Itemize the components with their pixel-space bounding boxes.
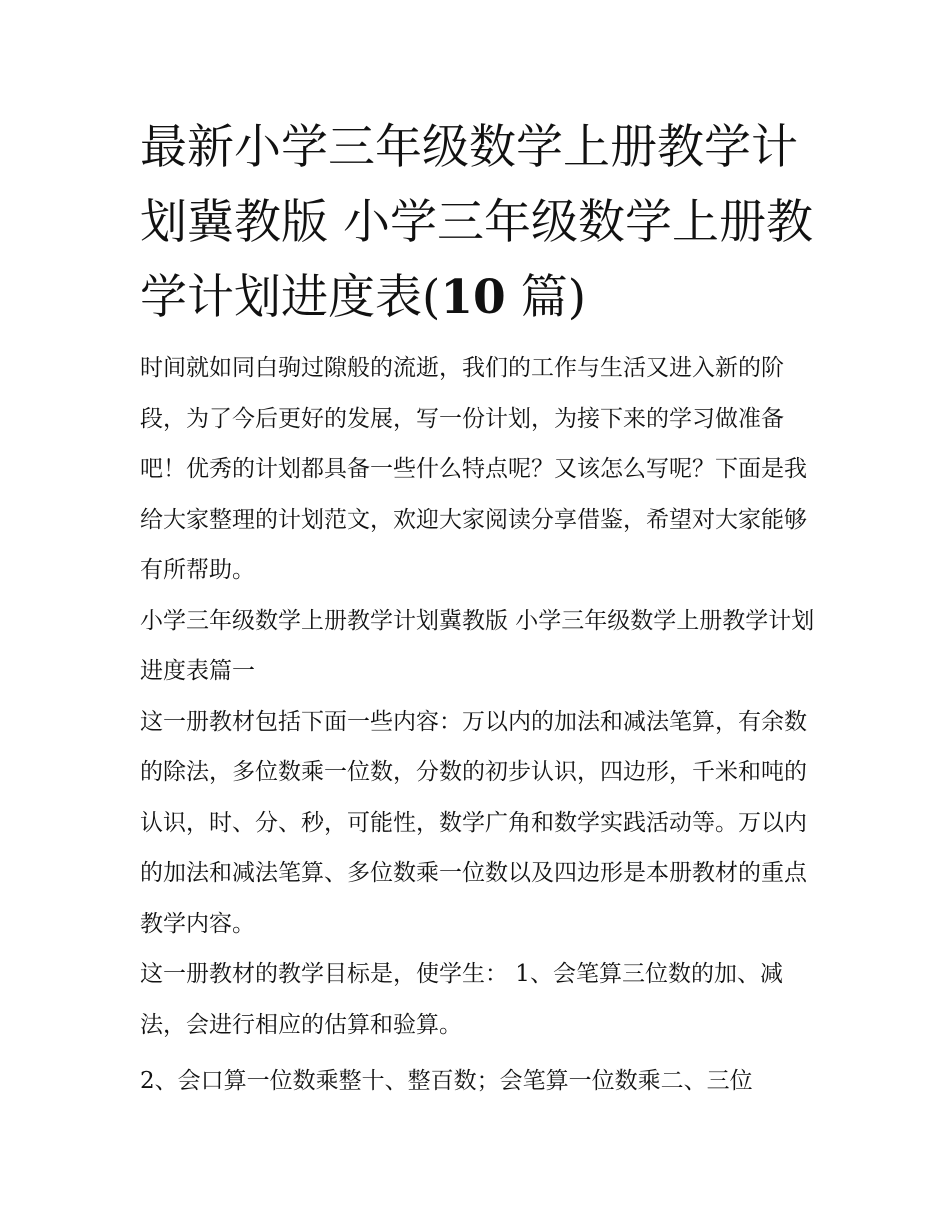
title-text-part1: 最新小学三年级数学上册教学计划冀教版 小学三年级数学上册教学计划进度表( bbox=[140, 120, 813, 325]
title-text-part2: 篇) bbox=[505, 270, 587, 325]
title-number: 10 bbox=[440, 270, 506, 325]
content-paragraph: 这一册教材包括下面一些内容：万以内的加法和减法笔算，有余数的除法，多位数乘一位数，分数的初步认识，四边形，千米和吨的认识，时、分、秒，可能性，数学广角和数学实践活动等。万以内的加法和减法笔算、多位数乘一位数以及四边形是本册教材的重点教学内容。 bbox=[140, 708, 807, 937]
section-heading: 小学三年级数学上册教学计划冀教版 小学三年级数学上册教学计划进度表篇一 bbox=[140, 607, 815, 684]
objective-item-2: 2、会口算一位数乘整十、整百数；会笔算一位数乘二、三位 bbox=[140, 1068, 753, 1094]
intro-paragraph: 时间就如同白驹过隙般的流逝，我们的工作与生活又进入新的阶段，为了今后更好的发展，写一份计划，为接下来的学习做准备吧！优秀的计划都具备一些什么特点呢？又该怎么写呢？下面是我给大家整理的计划范文，欢迎大家阅读分享借鉴，希望对大家能够有所帮助。 bbox=[140, 355, 807, 583]
document-page bbox=[140, 110, 820, 1107]
objectives-paragraph: 这一册教材的教学目标是，使学生： 1、会笔算三位数的加、减法，会进行相应的估算和验算。 bbox=[140, 961, 783, 1038]
document-title bbox=[140, 110, 820, 335]
